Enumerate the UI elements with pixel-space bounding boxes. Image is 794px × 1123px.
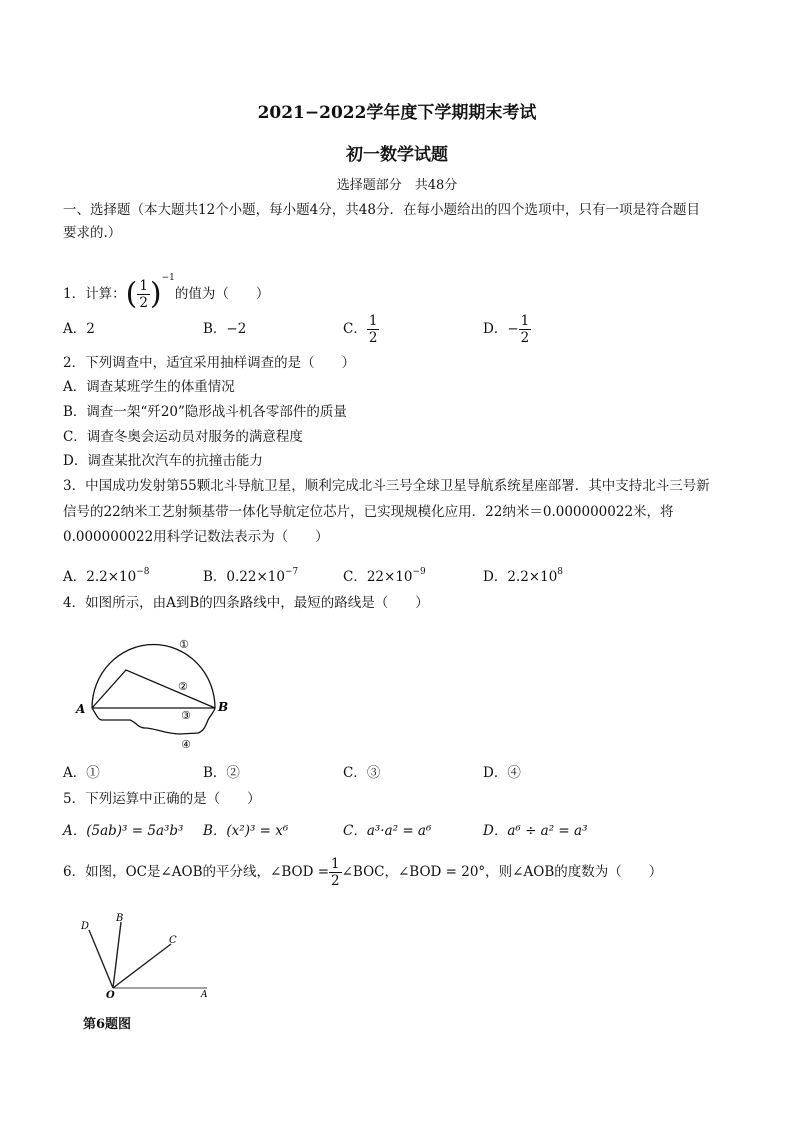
q1-d-den: 2 [520,330,530,346]
route-2-polyline [92,670,215,708]
q3-option-b [203,563,298,586]
instructions-line-2: 要求的.） [63,225,122,241]
q1-prefix: 1．计算： [63,286,126,302]
q4-option-a: A．① [63,765,100,781]
q1-d-num: 1 [520,313,530,329]
q5-option-b: B．(x²)³ = x⁶ [203,823,289,839]
q6-part-2: ∠BOC，∠BOD = 20°，则∠AOB的度数为（ ） [341,864,663,880]
q1-c-den: 2 [368,330,378,346]
label-route-3: ③ [181,709,191,722]
label-route-2: ② [178,680,188,693]
q1-exponent: −1 [161,273,175,283]
q1-option-c [343,310,379,348]
q2-option-d: D．调查某批次汽车的抗撞击能力 [63,453,263,469]
question-4-stem: 4．如图所示，由A到B的四条路线中，最短的路线是（ ） [63,595,429,611]
q1-option-d-label: D．− [483,321,519,337]
exam-subtitle: 初一数学试题 [346,145,448,165]
question-2-stem: 2．下列调查中，适宜采用抽样调查的是（ ） [63,355,356,371]
label-route-1: ① [179,638,189,651]
q3-d-label: D．2.2×10 [483,569,558,585]
q3-c-exp: −9 [412,567,426,577]
ray-OC [113,944,171,988]
q3-option-d [483,563,563,586]
label-D: D [81,921,90,932]
q6-frac-den: 2 [331,873,340,889]
q4-option-c: C．③ [343,765,381,781]
q3-a-exp: −8 [136,567,150,577]
question-3-line-3: 0.000000022用科学记数法表示为（ ） [63,529,329,545]
label-C: C [169,935,177,946]
label-A: A [76,702,86,716]
ray-OD [89,930,113,988]
question-1-stem: 1．计算：( $\frac{1}{2}$ )$^{-1}$的值为（ ） [63,273,270,312]
question-5-stem: 5．下列运算中正确的是（ ） [63,791,261,807]
route-1-arc [92,645,215,708]
question-3-line-2: 信号的22纳米工艺射频基带一体化导航定位芯片，已实现规模化应用．22纳米＝0.000000022米，将 [63,504,674,520]
label-B-angle: B [116,913,124,924]
q2-option-a: A．调查某班学生的体重情况 [63,379,235,395]
q5-option-a: A．(5ab)³ = 5a³b³ [63,823,184,839]
figure-6-caption: 第6题图 [83,1017,132,1032]
q1-option-a: A．2 [63,321,95,337]
instructions-line-1: 一、选择题（本大题共12个小题，每小题4分，共48分．在每小题给出的四个选项中，只有一项是符合题目 [63,202,700,218]
q3-d-exp: 8 [557,567,564,577]
q5-option-d: D．a⁶ ÷ a² = a³ [483,823,588,839]
q1-option-c-label: C． [343,321,367,337]
q6-frac-num: 1 [331,856,340,872]
q4-option-d: D．④ [483,765,521,781]
label-A-angle: A [201,990,208,1000]
q3-b-exp: −7 [284,567,299,577]
q1-suffix: 的值为（ ） [174,286,270,302]
q3-b-label: B．0.22×10 [203,569,285,585]
q1-c-num: 1 [368,313,378,329]
q1-option-b: B．−2 [203,321,247,337]
question-6-stem [63,854,662,890]
q3-c-label: C．22×10 [343,569,413,585]
q1-option-d [483,310,531,348]
q3-option-a [63,563,150,586]
q2-option-b: B．调查一架“歼20”隐形战斗机各零部件的质量 [63,404,347,420]
q4-option-b: B．② [203,765,240,781]
ray-OB [113,922,121,988]
route-4-curve [92,708,215,734]
exam-title: 2021−2022学年度下学期期末考试 [257,103,537,123]
section-heading: 选择题部分 共48分 [336,178,458,193]
route-diagram [70,630,250,760]
label-B: B [218,700,229,714]
q6-part-1: 6．如图，OC是∠AOB的平分线，∠BOD = [63,864,330,880]
label-O: O [106,990,115,1001]
q1-frac-num: 1 [139,278,148,294]
question-3-line-1: 3．中国成功发射第55颗北斗导航卫星，顺利完成北斗三号全球卫星导航系统星座部署．其中支持北斗三号新 [63,478,710,494]
q1-frac-den: 2 [139,295,148,311]
q5-option-c: C．a³·a² = a⁶ [343,823,432,839]
q2-option-c: C．调查冬奥会运动员对服务的满意程度 [63,429,303,445]
angle-diagram [75,910,215,1000]
q3-option-c [343,563,426,586]
label-route-4: ④ [181,738,191,751]
q3-a-label: A．2.2×10 [63,569,137,585]
